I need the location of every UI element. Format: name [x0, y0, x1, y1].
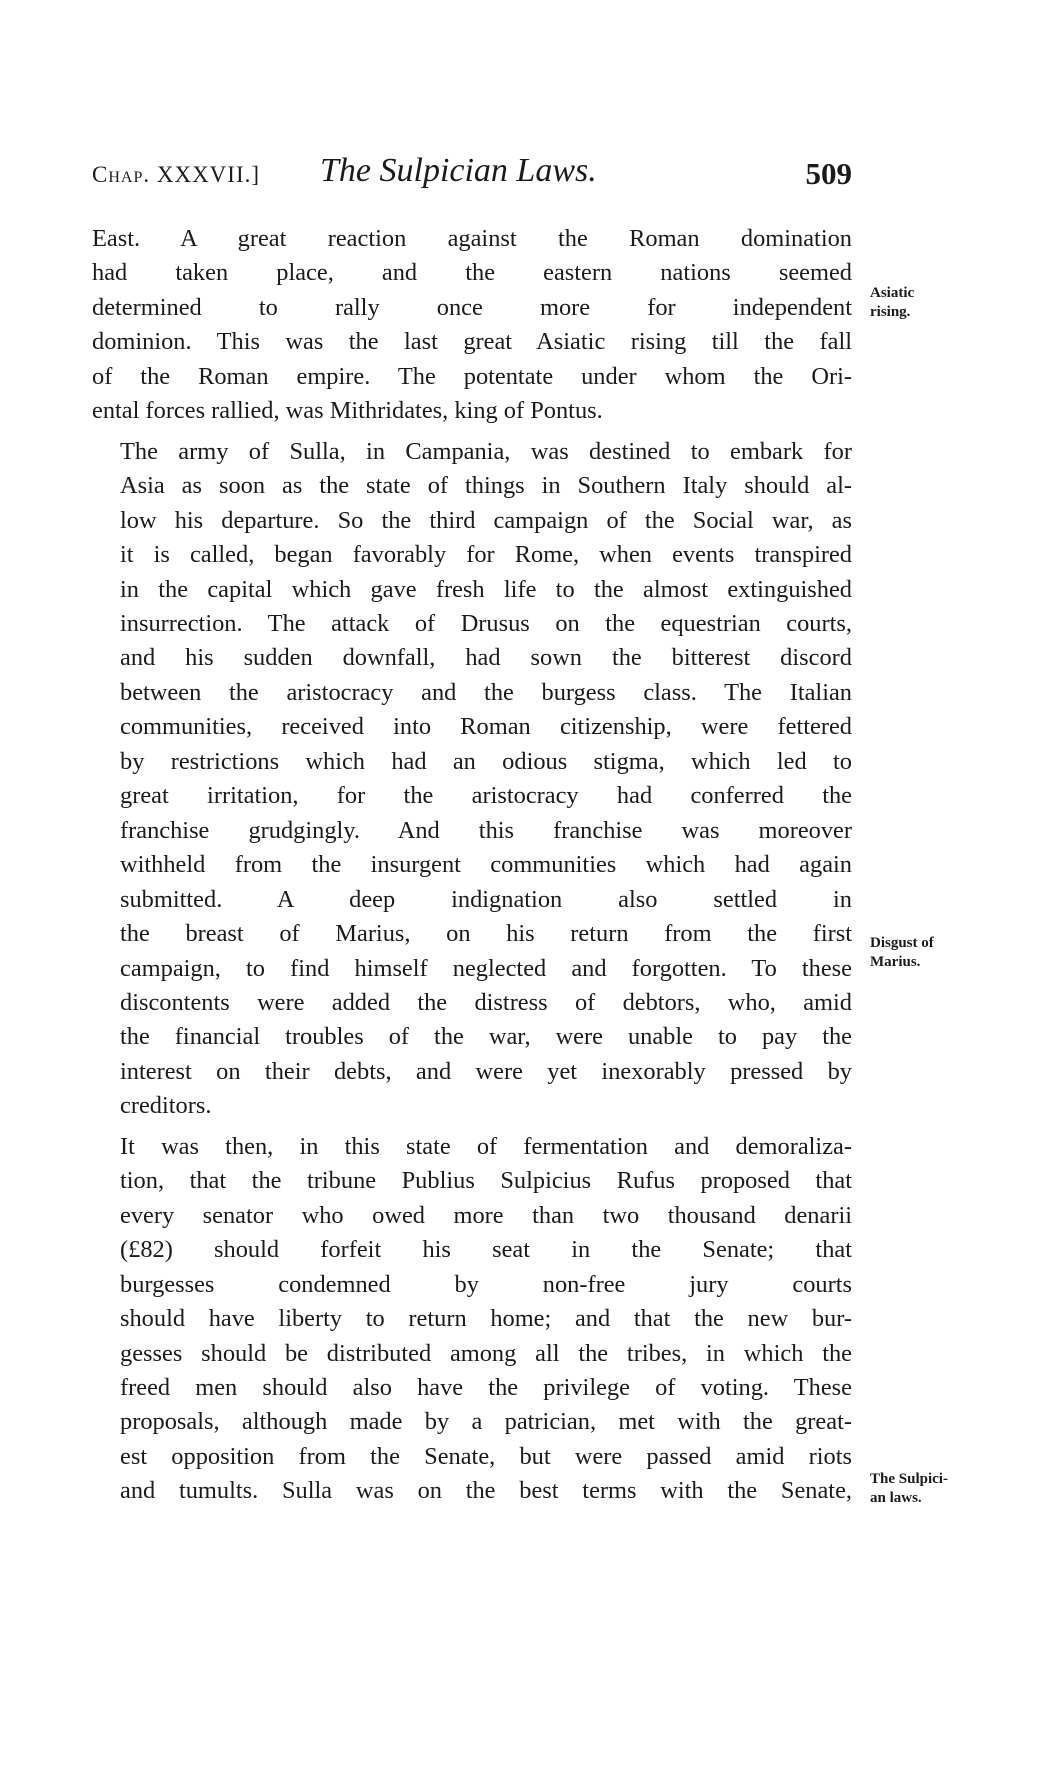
text-line: every senator who owed more than two thousand denarii: [120, 1201, 852, 1229]
text-line: burgesses condemned by non-free jury courts: [120, 1270, 852, 1298]
text-line: between the aristocracy and the burgess class. The Italian: [120, 678, 852, 706]
text-line: it is called, began favorably for Rome, when events transpired: [120, 541, 852, 569]
text-line: The army of Sulla, in Campania, was destined to embark for: [120, 437, 852, 465]
text-line: in the capital which gave fresh life to the almost extinguished: [120, 575, 852, 603]
running-head: [92, 150, 852, 200]
text-line: communities, received into Roman citizenship, were fettered: [120, 713, 852, 741]
body-text: [92, 222, 852, 1515]
text-line: low his departure. So the third campaign of the Social war, as: [120, 506, 852, 534]
text-line: gesses should be distributed among all the tribes, in which the: [120, 1339, 852, 1367]
page-title: The Sulpician Laws.: [320, 152, 597, 189]
margin-note-sulpician-laws: The Sulpici- an laws.: [870, 1471, 948, 1506]
text-line: tion, that the tribune Publius Sulpicius Rufus proposed that: [120, 1167, 852, 1195]
text-line: ental forces rallied, was Mithridates, king of Pontus.: [92, 397, 603, 425]
text-line: freed men should also have the privilege of voting. These: [120, 1373, 852, 1401]
text-line: dominion. This was the last great Asiatic rising till the fall: [92, 328, 852, 356]
text-line: of the Roman empire. The potentate under whom the Ori-: [92, 362, 852, 390]
text-line: It was then, in this state of fermentation and demoraliza-: [120, 1132, 852, 1160]
paragraph-2: [92, 435, 852, 1124]
text-line: and his sudden downfall, had sown the bitterest discord: [120, 644, 852, 672]
paragraph-3: [92, 1130, 852, 1509]
text-line: insurrection. The attack of Drusus on the equestrian courts,: [120, 609, 852, 637]
text-line: franchise grudgingly. And this franchise was moreover: [120, 816, 852, 844]
text-line: proposals, although made by a patrician, met with the great-: [120, 1408, 852, 1436]
text-line: withheld from the insurgent communities which had again: [120, 851, 852, 879]
text-line: great irritation, for the aristocracy had conferred the: [120, 782, 852, 810]
text-line: East. A great reaction against the Roman domination: [92, 225, 852, 252]
text-line: the breast of Marius, on his return from the first: [120, 920, 852, 948]
text-line: submitted. A deep indignation also settled in: [120, 885, 852, 913]
text-line: est opposition from the Senate, but were passed amid riots: [120, 1442, 852, 1470]
text-line: by restrictions which had an odious stigma, which led to: [120, 747, 852, 775]
page-number: 509: [805, 156, 852, 191]
text-line: should have liberty to return home; and that the new bur-: [120, 1305, 852, 1333]
paragraph-1: [92, 222, 852, 429]
text-line: Asia as soon as the state of things in Southern Italy should al-: [120, 472, 852, 500]
text-line: (£82) should forfeit his seat in the Senate; that: [120, 1236, 852, 1264]
text-line: had taken place, and the eastern nations seemed: [92, 259, 852, 287]
text-line: interest on their debts, and were yet inexorably pressed by: [120, 1057, 852, 1085]
margin-note-asiatic-rising: Asiatic rising.: [870, 285, 915, 320]
text-line: discontents were added the distress of debtors, who, amid: [120, 988, 852, 1016]
text-line: creditors.: [120, 1092, 212, 1120]
chapter-label: Chap. XXXVII.]: [92, 162, 261, 187]
text-line: campaign, to find himself neglected and forgotten. To these: [120, 954, 852, 982]
text-line: determined to rally once more for independent: [92, 293, 852, 321]
margin-note-disgust-of-marius: Disgust of Marius.: [870, 935, 934, 970]
text-line: and tumults. Sulla was on the best terms with the Senate,: [120, 1477, 852, 1505]
text-line: the financial troubles of the war, were unable to pay the: [120, 1023, 852, 1051]
